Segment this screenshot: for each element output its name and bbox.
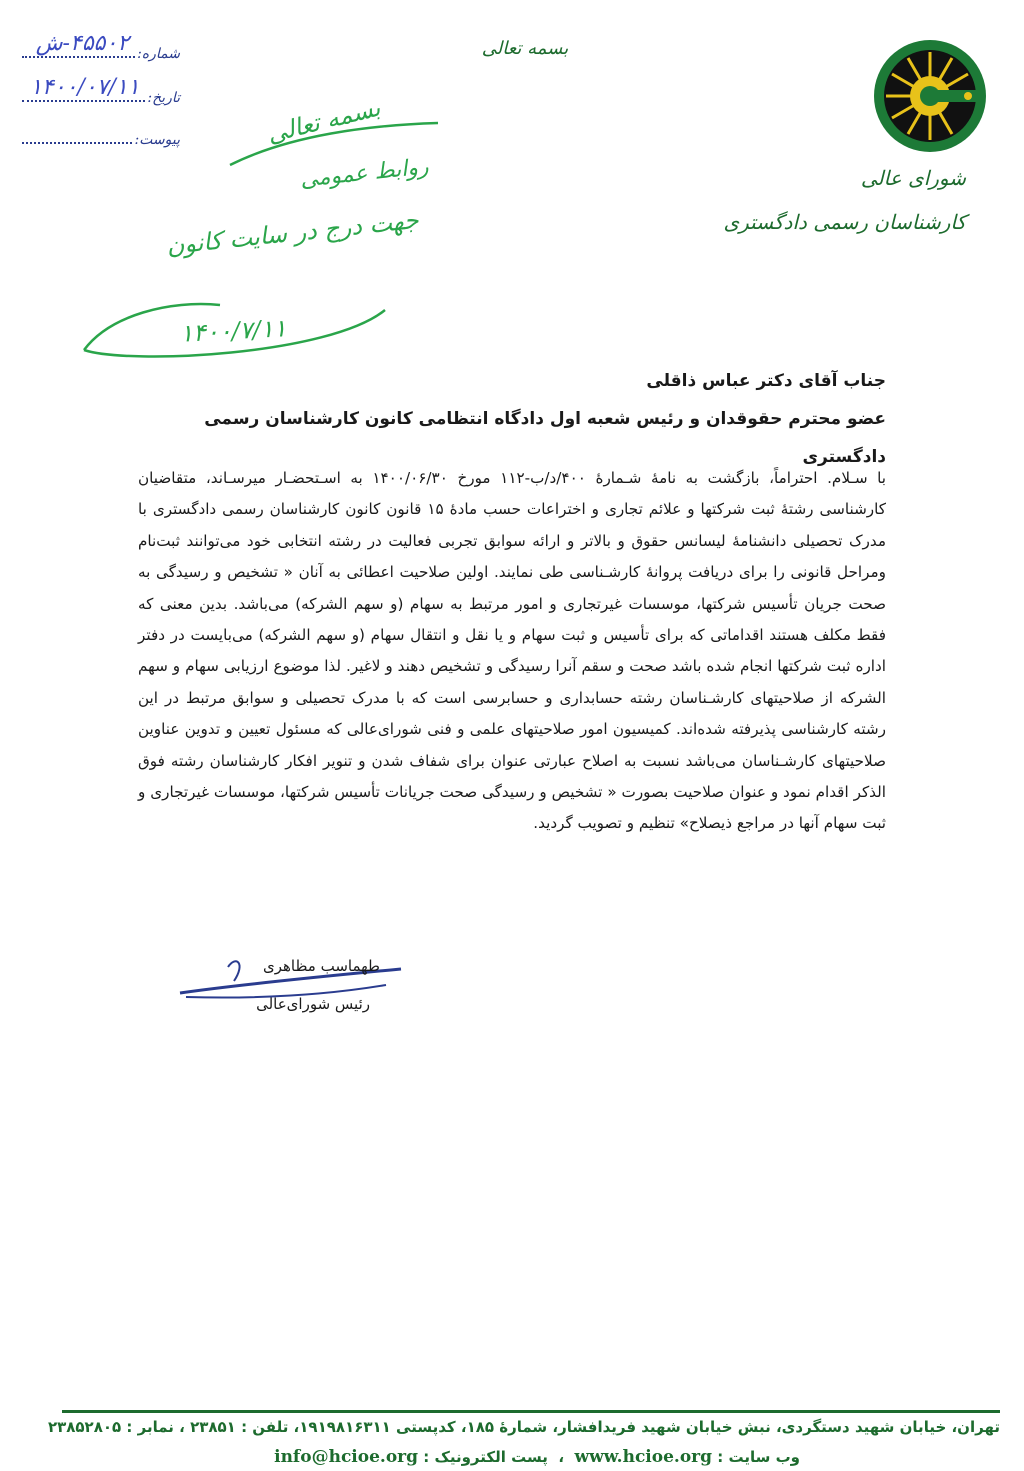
reference-number-field xyxy=(20,31,180,62)
signatory-title: رئیس شورای‌عالی xyxy=(256,995,370,1013)
note-date: ۱۴۰۰/۷/۱۱ xyxy=(179,314,288,348)
recipient-line-2: عضو محترم حقوقدان و رئیس شعبه اول دادگاه انتظامی کانون کارشناسان رسمی دادگستری xyxy=(204,409,886,467)
org-line-1: شورای عالی xyxy=(860,166,966,190)
website-label: وب سایت : xyxy=(717,1448,800,1466)
basmala-heading: بسمه تعالی xyxy=(481,38,569,59)
signature-block xyxy=(176,955,416,1025)
attachment-label: پیوست: xyxy=(134,132,180,148)
note-line-1: بسمه تعالی xyxy=(264,93,384,149)
recipient-line-1: جناب آقای دکتر عباس ذاقلی xyxy=(646,371,886,391)
footer-address: تهران، خیابان شهید دستگردی، نبش خیابان شهید فریدافشار، شمارهٔ ۱۸۵، کدپستی ۱۹۱۹۸۱۶۳۱۱، تلفن : ۲۳۸۵۱ ، نمابر : ۲۳۸۵۲۸۰۵ xyxy=(47,1418,1000,1436)
footer-divider xyxy=(62,1410,1000,1413)
recipient-block xyxy=(126,362,886,476)
footer-contact: وب سایت : www.hcioe.org ، پست الکترونیک : info@hcioe.org xyxy=(274,1447,800,1467)
email-link[interactable]: info@hcioe.org xyxy=(274,1447,419,1467)
signatory-name: طهماسب مظاهری xyxy=(263,957,380,975)
note-line-3: جهت درج در سایت کانون xyxy=(165,205,420,261)
org-line-2: کارشناسان رسمی دادگستری xyxy=(723,210,966,234)
number-dotted-line xyxy=(22,31,135,58)
note-line-2: روابط عمومی xyxy=(299,154,430,193)
council-logo xyxy=(872,38,988,154)
date-value: ۱۴۰۰/۰۷/۱۱ xyxy=(30,75,140,100)
organization-name xyxy=(723,156,966,244)
number-label: شماره: xyxy=(137,46,180,62)
website-link[interactable]: www.hcioe.org xyxy=(574,1447,713,1467)
date-label: تاریخ: xyxy=(147,90,180,106)
letter-body: با سـلام. احتراماً، بازگشت به نامهٔ شـمارهٔ ۴۰۰/د/ب-۱۱۲ مورخ ۱۴۰۰/۰۶/۳۰ به اسـتحضـار میرسـاند، متقاضیان کارشناسی رشتهٔ ثبت شرکتها و علائم تجاری و اختراعات حسب مادهٔ ۱۵ قانون کانون کارشناسان رسمی دادگستری با مدرک تحصیلی دانشنامهٔ لیسانس حقوق و بالاتر و ارائه سوابق تجربی فعالیت در رشته انتخابی خود می‌توانند ثبت‌نام ومراحل قانونی را برای دریافت پروانهٔ کارشـناسی طی نمایند. اولین صلاحیت اعطائی به آنان « تشخیص و رسیدگی به صحت جریان تأسیس شرکتها، موسسات غیرتجاری و امور مرتبط به سهام (و سهم الشرکه) می‌باشد. بدین معنی که فقط مکلف هستند اقداماتی که برای تأسیس و ثبت سهام و یا نقل و انتقال سهام (و سهم الشرکه) می‌بایست در دفتر اداره ثبت شرکتها انجام شده باشد صحت و سقم آنرا رسیدگی و تشخیص دهند و لاغیر. لذا موضوع ارزیابی سهام و سهم الشرکه از صلاحیتهای کارشـناسان رشته حسابداری و حسابرسی است که با مدرک تحصیلی و سوابق مرتبط در این رشته کارشناسی پذیرفته شده‌اند. کمیسیون امور صلاحیتهای علمی و فنی شورای‌عالی که مسئول تعیین و تدوین عناوین صلاحیتهای کارشـناسان می‌باشد نسبت به اصلاح عبارتی عنوان برای شفاف شدن و تنویر افکار کارشناسان رشته فوق الذکر اقدام نمود و عنوان صلاحیت بصورت « تشخیص و رسیدگی صحت جریانات تأسیس شرکتها، موسسات غیرتجاری و ثبت سهام آنها در مراجع ذیصلاح» تنظیم و تصویب گردید. xyxy=(138,469,887,833)
handwritten-referral-note xyxy=(70,95,450,365)
number-value: ۴۵۵۰۲-ش xyxy=(35,31,130,56)
sun-emblem-icon xyxy=(872,38,988,154)
email-label: پست الکترونیک : xyxy=(423,1448,548,1466)
